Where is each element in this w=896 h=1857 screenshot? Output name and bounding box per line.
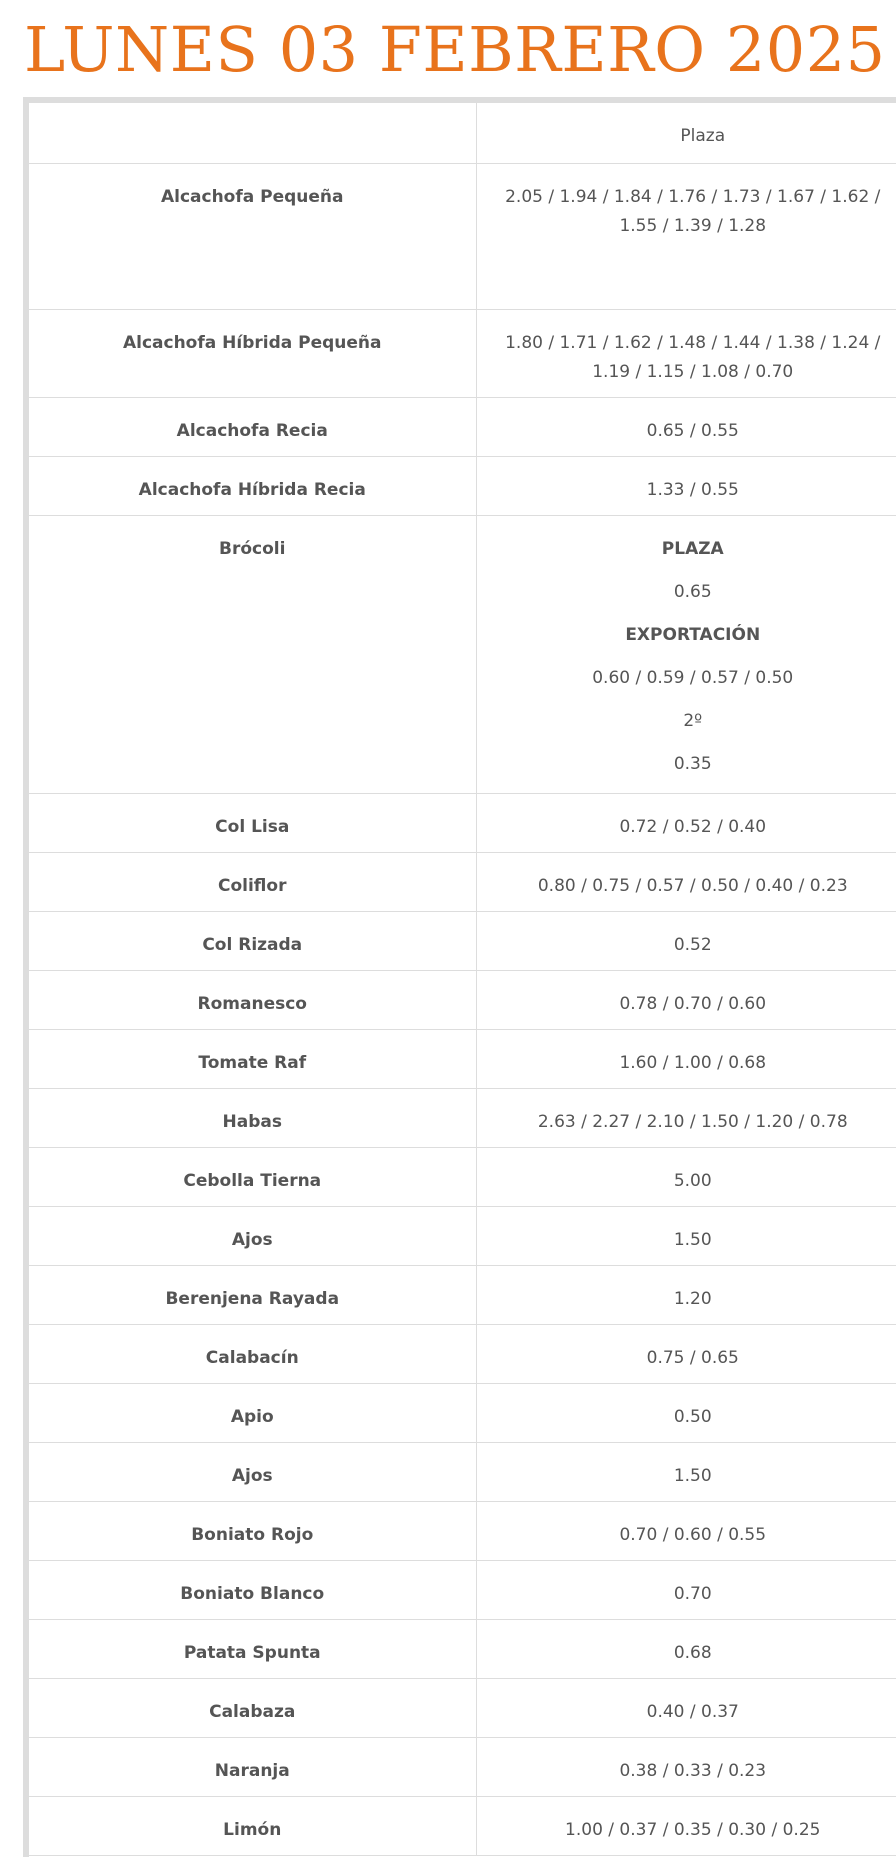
page-title: LUNES 03 FEBRERO 2025 <box>24 13 886 86</box>
product-price: 1.33 / 0.55 <box>476 456 896 515</box>
product-price: 0.70 <box>476 1560 896 1619</box>
column-header-product <box>29 103 476 163</box>
product-name: Limón <box>29 1796 476 1855</box>
product-name: Alcachofa Pequeña <box>29 163 476 309</box>
table-row <box>29 515 896 793</box>
product-name: Naranja <box>29 1737 476 1796</box>
table-row <box>29 1678 896 1737</box>
product-price: 0.72 / 0.52 / 0.40 <box>476 793 896 852</box>
product-price: 1.80 / 1.71 / 1.62 / 1.48 / 1.44 / 1.38 / 1.24 / 1.19 / 1.15 / 1.08 / 0.70 <box>476 309 896 397</box>
table-header-row <box>29 103 896 163</box>
table-row <box>29 1147 896 1206</box>
product-name: Calabaza <box>29 1678 476 1737</box>
product-price: 1.60 / 1.00 / 0.68 <box>476 1029 896 1088</box>
product-price: 2.05 / 1.94 / 1.84 / 1.76 / 1.73 / 1.67 / 1.62 / 1.55 / 1.39 / 1.28 <box>476 163 896 309</box>
product-name: Habas <box>29 1088 476 1147</box>
price-table <box>29 103 896 1856</box>
product-name: Boniato Blanco <box>29 1560 476 1619</box>
product-name: Ajos <box>29 1206 476 1265</box>
product-name: Brócoli <box>29 515 476 793</box>
product-name: Boniato Rojo <box>29 1501 476 1560</box>
product-name: Patata Spunta <box>29 1619 476 1678</box>
product-price: 1.50 <box>476 1442 896 1501</box>
price-group-values: 0.65 <box>673 581 712 602</box>
product-price: 0.52 <box>476 911 896 970</box>
table-row <box>29 1501 896 1560</box>
product-price-groups <box>476 515 896 793</box>
table-row <box>29 1265 896 1324</box>
column-header-price: Plaza <box>476 103 896 163</box>
product-price: 0.68 <box>476 1619 896 1678</box>
product-name: Apio <box>29 1383 476 1442</box>
product-name: Col Lisa <box>29 793 476 852</box>
price-group-label: EXPORTACIÓN <box>625 624 761 645</box>
product-name: Col Rizada <box>29 911 476 970</box>
table-row <box>29 1324 896 1383</box>
table-row <box>29 1442 896 1501</box>
product-name: Ajos <box>29 1442 476 1501</box>
table-row <box>29 1560 896 1619</box>
table-row <box>29 309 896 397</box>
price-group-label: PLAZA <box>661 538 724 559</box>
table-row <box>29 911 896 970</box>
product-name: Calabacín <box>29 1324 476 1383</box>
product-price: 1.00 / 0.37 / 0.35 / 0.30 / 0.25 <box>476 1796 896 1855</box>
price-group-label: 2º <box>683 710 703 731</box>
table-row <box>29 852 896 911</box>
price-group-second <box>499 707 888 779</box>
product-price: 0.40 / 0.37 <box>476 1678 896 1737</box>
product-price: 2.63 / 2.27 / 2.10 / 1.50 / 1.20 / 0.78 <box>476 1088 896 1147</box>
table-row <box>29 793 896 852</box>
table-row <box>29 970 896 1029</box>
product-name: Romanesco <box>29 970 476 1029</box>
product-price: 0.80 / 0.75 / 0.57 / 0.50 / 0.40 / 0.23 <box>476 852 896 911</box>
table-row <box>29 1088 896 1147</box>
product-price: 0.70 / 0.60 / 0.55 <box>476 1501 896 1560</box>
price-group-values: 0.60 / 0.59 / 0.57 / 0.50 <box>592 667 794 688</box>
price-table-container <box>23 97 896 1857</box>
price-group-plaza <box>499 535 888 607</box>
product-name: Alcachofa Híbrida Pequeña <box>29 309 476 397</box>
product-name: Tomate Raf <box>29 1029 476 1088</box>
table-row <box>29 163 896 309</box>
table-row <box>29 397 896 456</box>
product-name: Alcachofa Recia <box>29 397 476 456</box>
table-row <box>29 1737 896 1796</box>
product-price: 5.00 <box>476 1147 896 1206</box>
product-name: Alcachofa Híbrida Recia <box>29 456 476 515</box>
price-group-values: 0.35 <box>673 753 712 774</box>
table-row <box>29 1619 896 1678</box>
table-row <box>29 1383 896 1442</box>
product-price: 0.50 <box>476 1383 896 1442</box>
table-row <box>29 456 896 515</box>
table-row <box>29 1029 896 1088</box>
product-price: 0.75 / 0.65 <box>476 1324 896 1383</box>
product-price: 0.78 / 0.70 / 0.60 <box>476 970 896 1029</box>
product-price: 1.20 <box>476 1265 896 1324</box>
product-price: 1.50 <box>476 1206 896 1265</box>
product-price: 0.65 / 0.55 <box>476 397 896 456</box>
price-group-exportacion <box>499 621 888 693</box>
product-name: Coliflor <box>29 852 476 911</box>
product-price: 0.38 / 0.33 / 0.23 <box>476 1737 896 1796</box>
table-row <box>29 1796 896 1855</box>
product-name: Cebolla Tierna <box>29 1147 476 1206</box>
product-name: Berenjena Rayada <box>29 1265 476 1324</box>
table-row <box>29 1206 896 1265</box>
